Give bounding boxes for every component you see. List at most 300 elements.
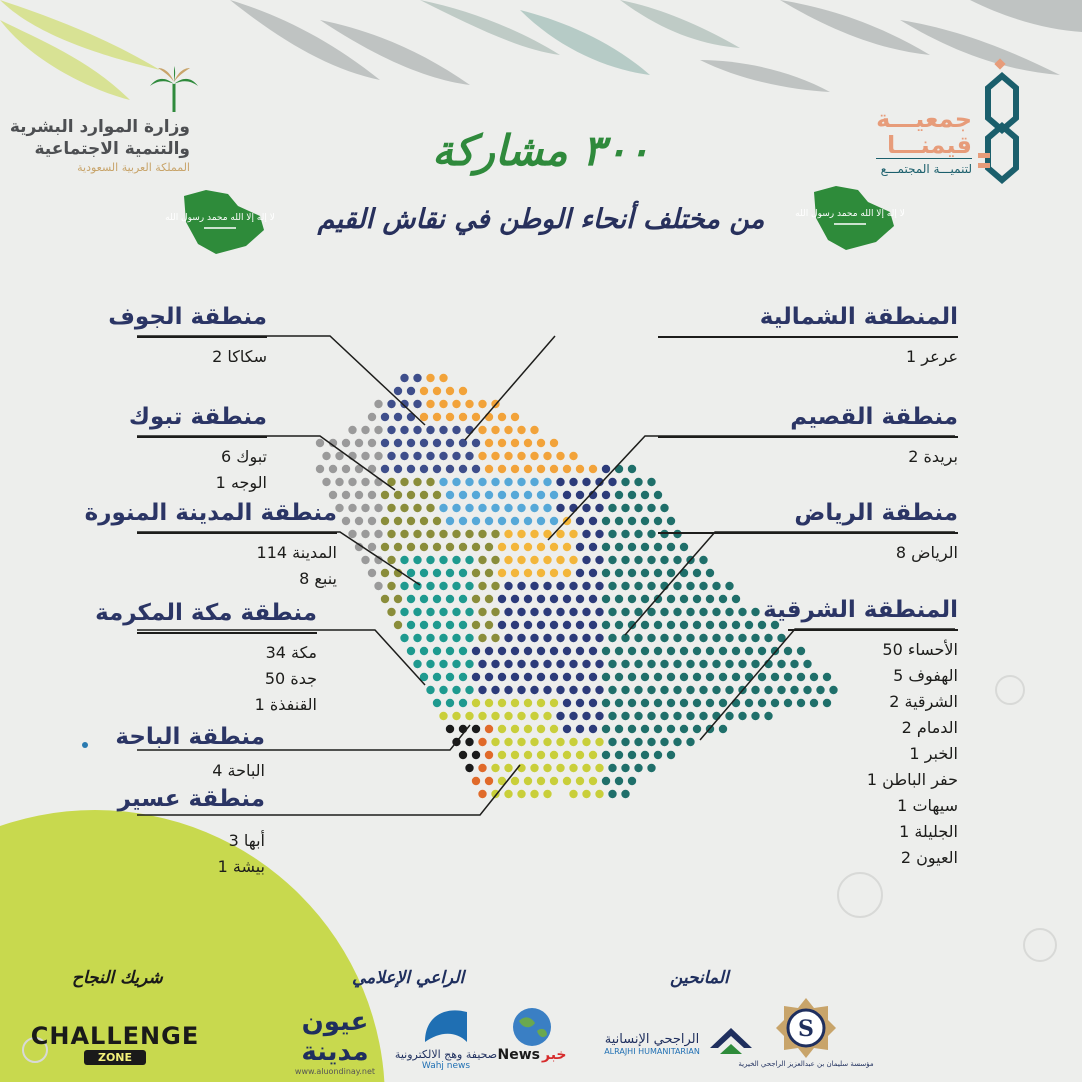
map-dot <box>472 699 480 707</box>
map-dot <box>641 621 649 629</box>
map-dot <box>498 595 506 603</box>
map-dot <box>712 712 720 720</box>
map-dot <box>504 582 512 590</box>
map-dot <box>595 634 603 642</box>
map-dot <box>478 582 486 590</box>
map-dot <box>693 673 701 681</box>
map-dot <box>543 582 551 590</box>
map-dot <box>348 530 356 538</box>
map-dot <box>628 465 636 473</box>
map-dot <box>361 478 369 486</box>
map-dot <box>433 465 441 473</box>
map-dot <box>387 400 395 408</box>
map-dot <box>602 595 610 603</box>
map-dot <box>472 621 480 629</box>
map-dot <box>719 673 727 681</box>
map-dot <box>485 491 493 499</box>
map-dot <box>485 569 493 577</box>
map-dot <box>589 621 597 629</box>
map-dot <box>589 517 597 525</box>
city-count: جدة 50 <box>264 669 317 688</box>
map-dot <box>673 634 681 642</box>
map-dot <box>667 621 675 629</box>
map-dot <box>524 517 532 525</box>
map-dot <box>608 686 616 694</box>
map-dot <box>517 452 525 460</box>
map-dot <box>530 426 538 434</box>
map-dot <box>615 673 623 681</box>
map-dot <box>556 530 564 538</box>
map-dot <box>478 738 486 746</box>
map-dot <box>758 699 766 707</box>
map-dot <box>712 608 720 616</box>
map-dot <box>400 374 408 382</box>
map-dot <box>530 764 538 772</box>
map-dot <box>719 647 727 655</box>
foundation-emblem-icon <box>774 996 838 1060</box>
map-dot <box>413 374 421 382</box>
map-dot <box>764 686 772 694</box>
map-dot <box>621 608 629 616</box>
map-dot <box>556 452 564 460</box>
map-dot <box>504 608 512 616</box>
map-dot <box>563 699 571 707</box>
map-dot <box>426 608 434 616</box>
map-dot <box>446 517 454 525</box>
map-dot <box>777 660 785 668</box>
map-dot <box>374 530 382 538</box>
map-dot <box>433 569 441 577</box>
challenge-zone-logo <box>30 1012 200 1074</box>
khabar-news-logo <box>498 1000 566 1070</box>
map-dot <box>621 530 629 538</box>
map-dot <box>387 582 395 590</box>
map-dot <box>485 751 493 759</box>
city-count: حفر الباطن 1 <box>866 770 958 789</box>
map-dot <box>550 725 558 733</box>
map-dot <box>504 530 512 538</box>
map-dot <box>569 504 577 512</box>
map-dot <box>608 634 616 642</box>
map-dot <box>381 569 389 577</box>
map-dot <box>394 517 402 525</box>
map-dot <box>654 647 662 655</box>
map-dot <box>452 426 460 434</box>
map-dot <box>569 634 577 642</box>
map-dot <box>608 790 616 798</box>
map-dot <box>413 530 421 538</box>
map-dot <box>433 699 441 707</box>
map-dot <box>517 426 525 434</box>
map-dot <box>628 569 636 577</box>
map-dot <box>439 530 447 538</box>
map-dot <box>478 634 486 642</box>
map-dot <box>595 712 603 720</box>
map-dot <box>706 595 714 603</box>
city-count: ينبع 8 <box>299 569 337 588</box>
map-dot <box>550 595 558 603</box>
map-dot <box>498 439 506 447</box>
map-dot <box>706 673 714 681</box>
map-dot <box>504 686 512 694</box>
map-dot <box>621 660 629 668</box>
map-dot <box>771 699 779 707</box>
map-dot <box>446 569 454 577</box>
region-makkah <box>95 598 317 718</box>
news-text: News <box>497 1047 540 1063</box>
map-dot <box>426 530 434 538</box>
map-dot <box>595 764 603 772</box>
map-dot <box>576 595 584 603</box>
map-dot <box>433 413 441 421</box>
map-dot <box>621 582 629 590</box>
map-dot <box>589 751 597 759</box>
map-dot <box>634 634 642 642</box>
map-dot <box>478 556 486 564</box>
map-dot <box>615 595 623 603</box>
map-dot <box>433 543 441 551</box>
map-dot <box>615 621 623 629</box>
map-dot <box>524 673 532 681</box>
map-dot <box>556 764 564 772</box>
map-dot <box>647 530 655 538</box>
map-dot <box>491 582 499 590</box>
map-dot <box>667 595 675 603</box>
rajhi-en-text: ALRAJHI HUMANITARIAN <box>604 1047 700 1056</box>
map-dot <box>400 634 408 642</box>
map-dot <box>530 608 538 616</box>
map-dot <box>381 439 389 447</box>
map-dot <box>582 712 590 720</box>
map-dot <box>530 686 538 694</box>
map-dot <box>511 491 519 499</box>
map-dot <box>537 491 545 499</box>
map-dot <box>563 647 571 655</box>
map-dot <box>634 660 642 668</box>
map-dot <box>634 764 642 772</box>
city-count: الشرقية 2 <box>889 692 958 711</box>
map-dot <box>530 738 538 746</box>
map-dot <box>504 634 512 642</box>
map-dot <box>537 439 545 447</box>
city-count: سيهات 1 <box>897 796 958 815</box>
map-dot <box>511 751 519 759</box>
map-dot <box>400 504 408 512</box>
map-dot <box>530 660 538 668</box>
ministry-name-line2: والتنمية الاجتماعية <box>34 139 190 159</box>
globe-icon <box>509 1007 555 1047</box>
map-dot <box>472 595 480 603</box>
association-name-line2: قيمنـــا <box>886 131 972 159</box>
divider <box>137 336 267 338</box>
map-dot <box>524 751 532 759</box>
map-dot <box>433 491 441 499</box>
map-dot <box>426 582 434 590</box>
map-dot <box>400 530 408 538</box>
map-dot <box>478 790 486 798</box>
map-dot <box>446 595 454 603</box>
map-dot <box>550 647 558 655</box>
map-dot <box>524 465 532 473</box>
map-dot <box>647 556 655 564</box>
map-dot <box>628 699 636 707</box>
map-dot <box>459 465 467 473</box>
map-dot <box>608 712 616 720</box>
divider <box>658 436 958 438</box>
map-dot <box>420 517 428 525</box>
map-dot <box>641 699 649 707</box>
map-dot <box>433 673 441 681</box>
wahj-news-logo <box>394 996 498 1076</box>
map-dot <box>394 621 402 629</box>
map-dot <box>485 543 493 551</box>
map-dot <box>472 725 480 733</box>
map-dot <box>524 439 532 447</box>
map-dot <box>634 582 642 590</box>
sulaiman-rajhi-foundation-logo <box>738 986 874 1078</box>
map-dot <box>602 751 610 759</box>
map-dot <box>530 530 538 538</box>
map-dot <box>569 452 577 460</box>
map-dot <box>686 738 694 746</box>
map-dot <box>472 439 480 447</box>
map-dot <box>595 556 603 564</box>
city-count: بريدة 2 <box>908 447 958 466</box>
map-dot <box>647 660 655 668</box>
map-dot <box>465 504 473 512</box>
map-dot <box>569 608 577 616</box>
map-dot <box>426 400 434 408</box>
map-dot <box>504 452 512 460</box>
map-dot <box>615 647 623 655</box>
map-dot <box>732 699 740 707</box>
map-dot <box>446 647 454 655</box>
map-dot <box>504 556 512 564</box>
map-dot <box>459 673 467 681</box>
map-dot <box>426 452 434 460</box>
oyoun-url: www.aluondinay.net <box>294 1066 376 1076</box>
map-dot <box>524 725 532 733</box>
flag-text: لا إله إلا الله محمد رسول الله <box>795 209 905 219</box>
map-dot <box>751 634 759 642</box>
map-dot <box>446 491 454 499</box>
map-dot <box>517 504 525 512</box>
map-dot <box>348 478 356 486</box>
map-dot <box>348 426 356 434</box>
map-dot <box>556 712 564 720</box>
map-dot <box>407 517 415 525</box>
map-dot <box>758 673 766 681</box>
map-dot <box>537 699 545 707</box>
khabar-text: خبر <box>541 1047 567 1063</box>
headline: ٣٠٠ مشاركة <box>432 126 650 175</box>
map-dot <box>680 699 688 707</box>
map-dot <box>439 556 447 564</box>
map-dot <box>569 530 577 538</box>
map-dot <box>478 686 486 694</box>
map-dot <box>628 647 636 655</box>
map-dot <box>647 504 655 512</box>
map-dot <box>543 556 551 564</box>
map-dot <box>725 660 733 668</box>
region-jawf <box>108 302 267 370</box>
map-dot <box>582 582 590 590</box>
map-dot <box>400 478 408 486</box>
map-dot <box>543 660 551 668</box>
map-dot <box>452 634 460 642</box>
map-dot <box>511 621 519 629</box>
map-dot <box>543 608 551 616</box>
map-dot <box>420 465 428 473</box>
map-dot <box>569 478 577 486</box>
map-dot <box>686 660 694 668</box>
map-dot <box>342 465 350 473</box>
map-dot <box>641 725 649 733</box>
map-dot <box>732 647 740 655</box>
map-dot <box>459 387 467 395</box>
map-dot <box>628 595 636 603</box>
map-dot <box>433 387 441 395</box>
success-partner-title: شريك النجاح <box>72 968 163 988</box>
map-dot <box>485 595 493 603</box>
map-dot <box>472 517 480 525</box>
map-dot <box>550 491 558 499</box>
map-dot <box>374 400 382 408</box>
region-madinah <box>84 498 337 592</box>
map-dot <box>342 439 350 447</box>
map-dot <box>777 686 785 694</box>
map-dot <box>543 738 551 746</box>
map-dot <box>628 673 636 681</box>
map-dot <box>478 712 486 720</box>
map-dot <box>543 764 551 772</box>
map-dot <box>660 660 668 668</box>
map-dot <box>459 647 467 655</box>
map-dot <box>472 543 480 551</box>
map-dot <box>686 608 694 616</box>
map-dot <box>465 556 473 564</box>
map-dot <box>569 764 577 772</box>
map-dot <box>368 439 376 447</box>
map-dot <box>582 686 590 694</box>
city-count: المدينة 114 <box>256 543 337 562</box>
map-dot <box>368 413 376 421</box>
map-dot <box>478 660 486 668</box>
map-dot <box>459 621 467 629</box>
map-dot <box>413 660 421 668</box>
map-dot <box>530 478 538 486</box>
map-dot <box>524 699 532 707</box>
map-dot <box>576 725 584 733</box>
map-dot <box>485 439 493 447</box>
map-dot <box>582 738 590 746</box>
map-dot <box>517 790 525 798</box>
map-dot <box>439 582 447 590</box>
map-dot <box>543 634 551 642</box>
map-dot <box>381 595 389 603</box>
map-dot <box>582 504 590 512</box>
map-dot <box>433 517 441 525</box>
region-tabuk <box>128 402 267 496</box>
map-dot <box>563 517 571 525</box>
map-dot <box>485 517 493 525</box>
region-title: منطقة القصيم <box>790 404 958 430</box>
map-dot <box>589 595 597 603</box>
map-dot <box>400 426 408 434</box>
map-dot <box>361 530 369 538</box>
map-dot <box>413 478 421 486</box>
map-dot <box>556 478 564 486</box>
map-dot <box>316 465 324 473</box>
map-dot <box>550 751 558 759</box>
map-dot <box>563 465 571 473</box>
map-dot <box>550 517 558 525</box>
map-dot <box>517 530 525 538</box>
map-dot <box>537 517 545 525</box>
map-dot <box>589 465 597 473</box>
map-dot <box>374 426 382 434</box>
map-dot <box>719 621 727 629</box>
map-dot <box>582 790 590 798</box>
map-dot <box>485 699 493 707</box>
city-count: بيشة 1 <box>217 857 265 876</box>
map-dot <box>478 764 486 772</box>
map-dot <box>725 686 733 694</box>
map-dot <box>511 699 519 707</box>
map-dot <box>589 699 597 707</box>
rajhi-mark-icon <box>706 1018 756 1062</box>
city-count: سكاكا 2 <box>212 347 267 366</box>
map-dot <box>660 686 668 694</box>
map-dot <box>504 738 512 746</box>
map-dot <box>459 699 467 707</box>
map-dot <box>413 400 421 408</box>
city-count: الوجه 1 <box>215 473 267 492</box>
subline: من مختلف أنحاء الوطن في نقاش القيم <box>317 204 765 235</box>
map-dot <box>537 595 545 603</box>
map-dot <box>537 777 545 785</box>
map-dot <box>446 725 454 733</box>
map-dot <box>400 582 408 590</box>
map-dot <box>361 504 369 512</box>
map-dot <box>316 439 324 447</box>
map-dot <box>511 673 519 681</box>
map-dot <box>569 712 577 720</box>
map-dot <box>550 465 558 473</box>
map-dot <box>693 595 701 603</box>
map-dot <box>543 478 551 486</box>
map-dot <box>368 543 376 551</box>
map-dot <box>374 452 382 460</box>
divider <box>137 436 267 438</box>
map-dot <box>478 426 486 434</box>
map-dot <box>517 478 525 486</box>
map-dot <box>374 582 382 590</box>
map-dot <box>478 504 486 512</box>
map-dot <box>602 777 610 785</box>
map-dot <box>764 634 772 642</box>
map-dot <box>387 556 395 564</box>
map-dot <box>537 465 545 473</box>
map-dot <box>452 504 460 512</box>
region-title: منطقة عسير <box>117 786 265 812</box>
map-dot <box>621 556 629 564</box>
map-dot <box>524 595 532 603</box>
map-dot <box>699 712 707 720</box>
map-dot <box>569 556 577 564</box>
map-dot <box>381 413 389 421</box>
map-dot <box>621 790 629 798</box>
